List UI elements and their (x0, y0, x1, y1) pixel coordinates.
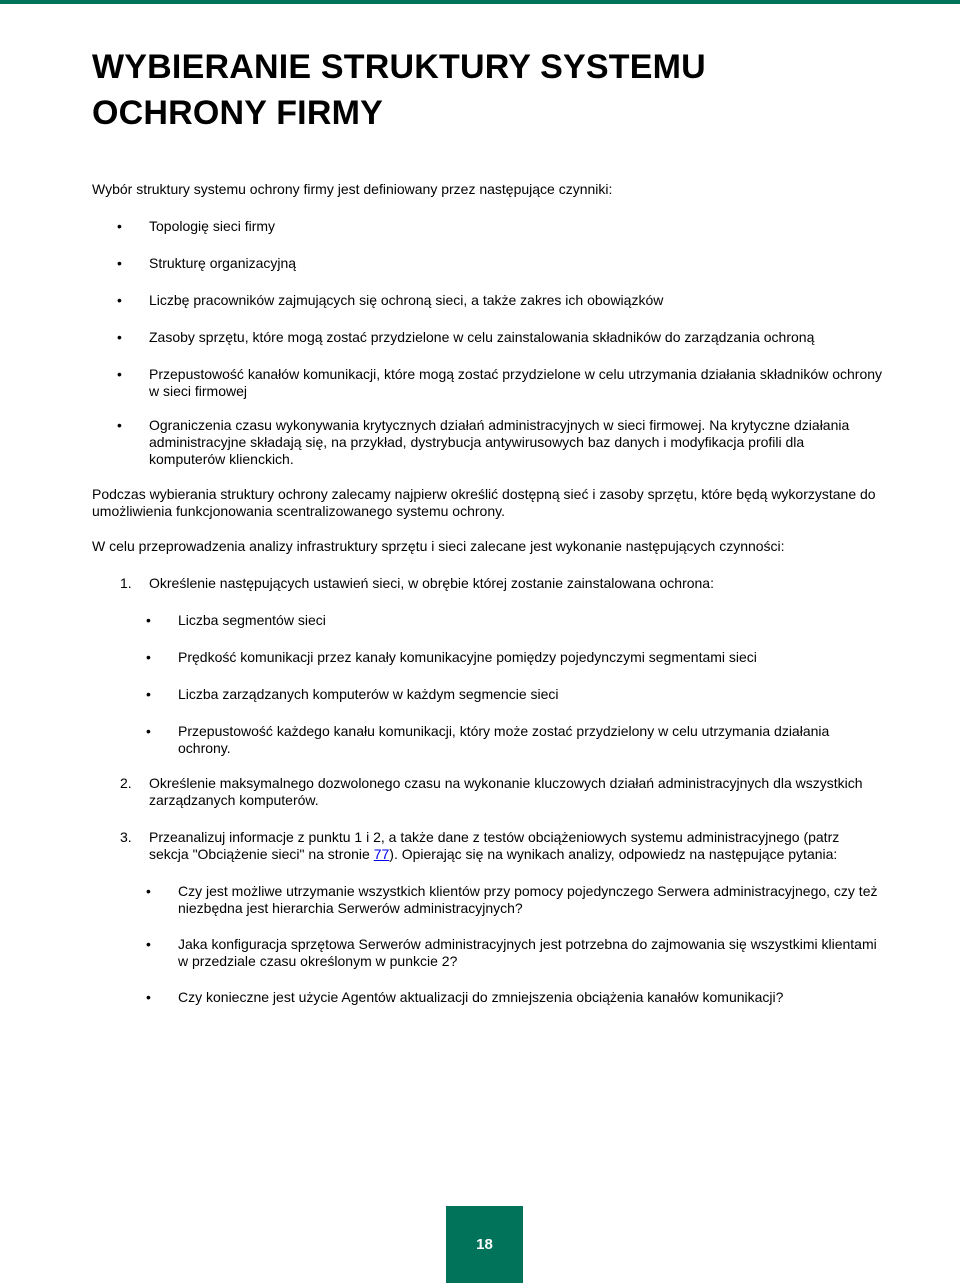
page-title (92, 44, 892, 136)
bullet-icon: • (117, 292, 122, 308)
page-number: 18 (476, 1236, 493, 1253)
list-item: • Liczba segmentów sieci (146, 612, 326, 628)
steps-intro-paragraph: W celu przeprowadzenia analizy infrastruktury sprzętu i sieci zalecane jest wykonanie następujących czynności: (92, 538, 785, 554)
list-item: • Topologię sieci firmy (117, 218, 276, 234)
step-text: Przeanalizuj informacje z punktu 1 i 2, a także dane z testów obciążeniowych systemu administracyjnego (patrz sekcja "Obciążenie sieci" na stronie 77). Opierając się na wynikach analizy, odpowiedz na następujące pytania: (149, 829, 840, 862)
step-3 (92, 829, 882, 1006)
network-settings-list (92, 612, 882, 757)
step-number: 1. (120, 575, 132, 591)
step-text: Określenie następujących ustawień sieci, w obrębie której zostanie zainstalowana ochrona: (149, 575, 714, 591)
list-item: • Czy jest możliwe utrzymanie wszystkich klientów przy pomocy pojedynczego Serwera administracyjnego, czy też niezbędna jest hierarchia Serwerów administracyjnych? (146, 883, 878, 916)
page-reference-link[interactable]: 77 (373, 846, 390, 862)
bullet-icon: • (146, 936, 151, 952)
list-item: • Prędkość komunikacji przez kanały komunikacyjne pomiędzy pojedynczymi segmentami sieci (146, 649, 757, 665)
top-accent-bar (0, 0, 960, 4)
bullet-icon: • (146, 989, 151, 1005)
list-item: • Czy konieczne jest użycie Agentów aktualizacji do zmniejszenia obciążenia kanałów komunikacji? (146, 989, 784, 1005)
bullet-icon: • (146, 686, 151, 702)
step-number: 3. (120, 829, 132, 845)
bullet-icon: • (117, 417, 122, 433)
list-item: • Strukturę organizacyjną (117, 255, 297, 271)
step-text: Określenie maksymalnego dozwolonego czasu na wykonanie kluczowych działań administracyjnych dla wszystkich zarządzanych komputerów. (149, 775, 863, 808)
bullet-icon: • (146, 883, 151, 899)
intro-paragraph: Wybór struktury systemu ochrony firmy jest definiowany przez następujące czynniki: (92, 181, 613, 197)
bullet-icon: • (146, 612, 151, 628)
bullet-icon: • (117, 366, 122, 382)
title-line-1: WYBIERANIE STRUKTURY SYSTEMU (92, 48, 706, 86)
list-item: • Liczba zarządzanych komputerów w każdym segmencie sieci (146, 686, 559, 702)
steps-list (92, 575, 882, 1006)
step-2 (92, 775, 882, 809)
list-item: • Przepustowość kanałów komunikacji, które mogą zostać przydzielone w celu utrzymania działania składników ochrony w sieci firmowej (117, 366, 883, 399)
list-item: • Przepustowość każdego kanału komunikacji, który może zostać przydzielony w celu utrzymania działania ochrony. (146, 723, 830, 756)
bullet-icon: • (146, 723, 151, 739)
bullet-icon: • (117, 218, 122, 234)
recommendation-paragraph: Podczas wybierania struktury ochrony zalecamy najpierw określić dostępną sieć i zasoby sprzętu, które będą wykorzystane do umożliwienia funkcjonowania scentralizowanego systemu ochrony. (92, 486, 876, 519)
title-line-2: OCHRONY FIRMY (92, 94, 383, 132)
document-body (92, 181, 882, 1006)
list-item: • Liczbę pracowników zajmujących się ochroną sieci, a także zakres ich obowiązków (117, 292, 664, 308)
factors-list (92, 218, 882, 468)
list-item: • Zasoby sprzętu, które mogą zostać przydzielone w celu zainstalowania składników do zarządzania ochroną (117, 329, 815, 345)
bullet-icon: • (117, 329, 122, 345)
step-1 (92, 575, 882, 757)
list-item: • Jaka konfiguracja sprzętowa Serwerów administracyjnych jest potrzebna do zajmowania się wszystkimi klientami w przedziale czasu określonym w punkcie 2? (146, 936, 877, 969)
step-number: 2. (120, 775, 132, 791)
page-number-badge (446, 1206, 523, 1283)
list-item: • Ograniczenia czasu wykonywania krytycznych działań administracyjnych w sieci firmowej. Na krytyczne działania administracyjne składają się, na przykład, dystrybucja antywirusowych baz danych i modyfikacja profili dla komputerów klienckich. (117, 417, 850, 467)
questions-list (92, 883, 882, 1006)
bullet-icon: • (146, 649, 151, 665)
bullet-icon: • (117, 255, 122, 271)
